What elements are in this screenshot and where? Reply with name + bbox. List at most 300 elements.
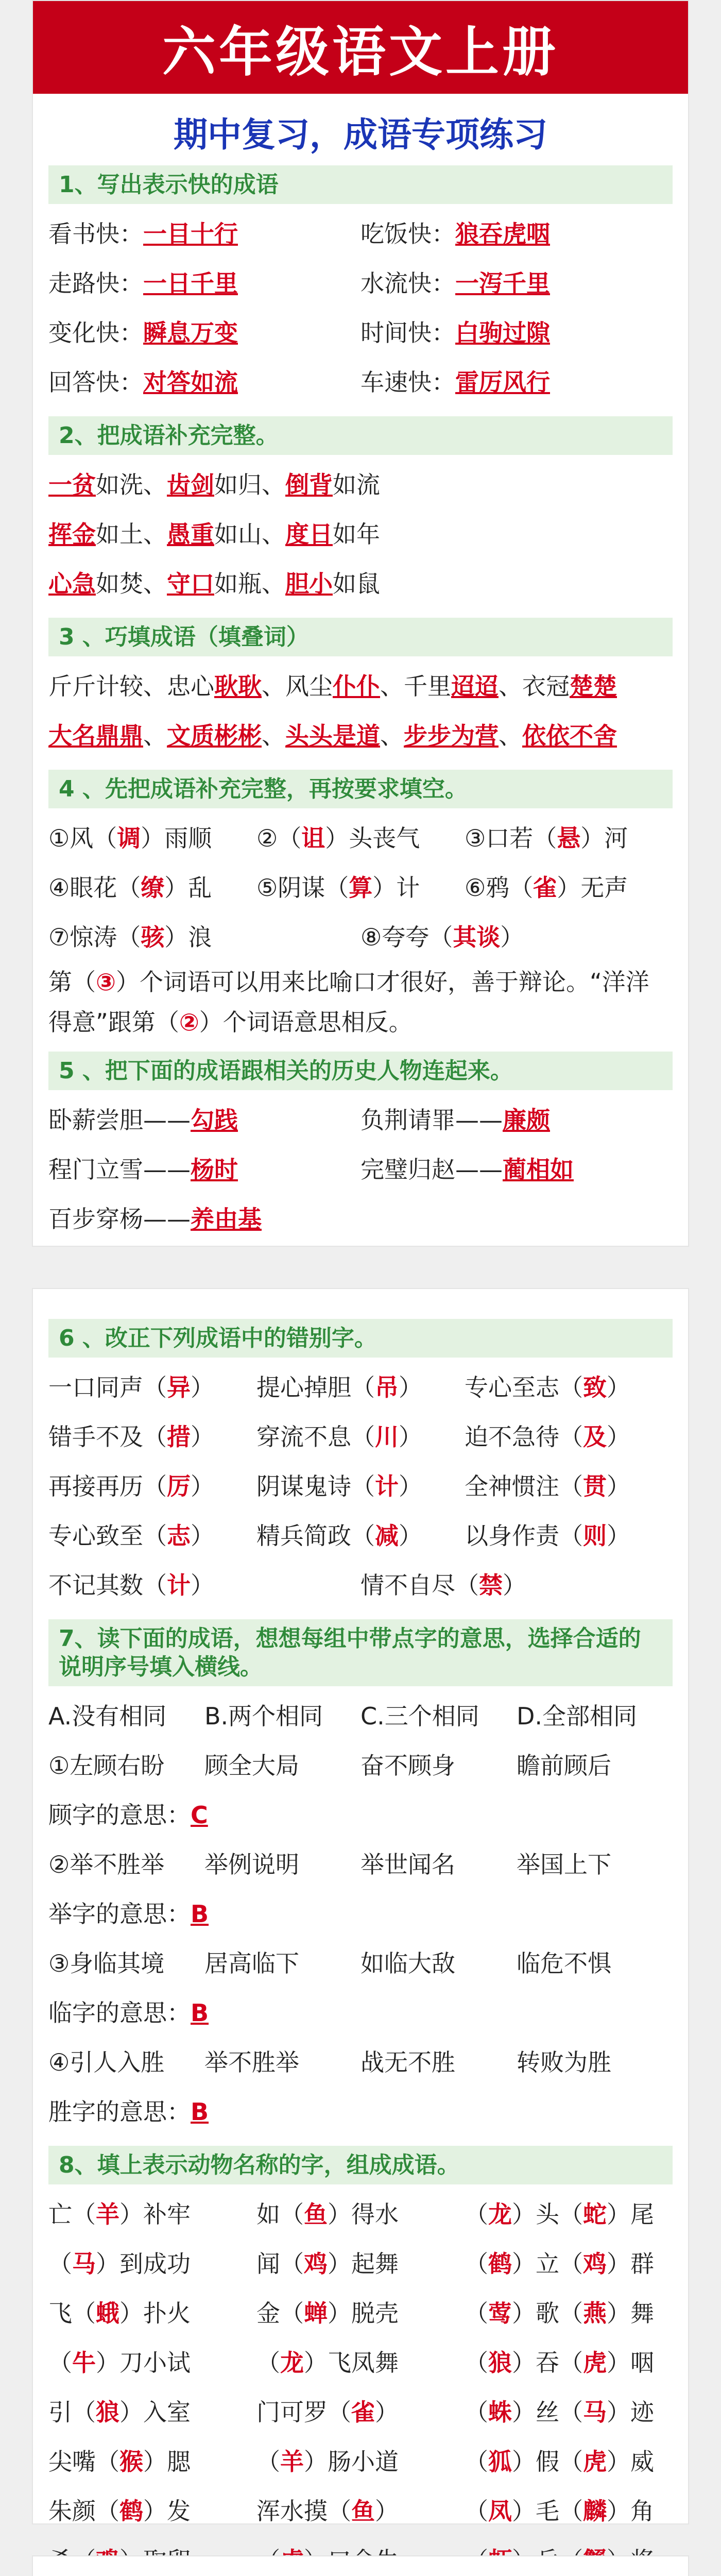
s6-row (48, 1511, 673, 1561)
s8-part: 引（ (48, 2398, 96, 2426)
s4-part: ③口若（ (465, 824, 557, 852)
s6-idiom: 错手不及（ (48, 1423, 167, 1451)
s6-item (465, 1363, 673, 1412)
s8-part: 蛇 (583, 2200, 607, 2228)
s7-word (360, 1939, 517, 1988)
s8-part: 蛾 (96, 2299, 119, 2327)
s8-part: ）立（ (512, 2250, 583, 2278)
s2-text: 如流 (333, 471, 380, 499)
s8-part: （ (465, 2200, 488, 2228)
s7-word-text: ②举不胜举 (48, 1851, 165, 1878)
s6-item (48, 1363, 256, 1412)
s1-prompt: 变化快： (48, 319, 143, 347)
s8-part: 鸡 (304, 2250, 328, 2278)
s1-item (48, 358, 360, 407)
section-2-heading: 2、把成语补充完整。 (48, 416, 673, 455)
s6-close: ） (399, 1423, 422, 1451)
s8-item (48, 2190, 256, 2239)
s2-answer: 守口 (167, 570, 214, 598)
s7-word-text: 临危不惧 (517, 1950, 611, 1977)
s8-part: ）角 (607, 2497, 654, 2525)
s5-item (360, 1095, 673, 1145)
s7-option (517, 1691, 673, 1741)
s1-item (360, 308, 673, 358)
s4-row (48, 912, 673, 962)
s7-group-words (48, 1840, 673, 1889)
s6-close: ） (399, 1522, 422, 1550)
s6-row (48, 1561, 673, 1610)
s8-row (48, 2486, 673, 2536)
s5-idiom: 负荆请罪—— (360, 1106, 503, 1134)
s6-idiom: 情不自尽（ (360, 1571, 479, 1599)
s6-answer: 志 (167, 1522, 191, 1550)
s8-item (256, 2338, 465, 2387)
s4-note-text: 第（ (48, 968, 96, 996)
s4-part: ）浪 (164, 923, 212, 951)
s6-close: ） (607, 1522, 630, 1550)
s8-part: 雀 (351, 2398, 375, 2426)
s4-part: ⑤阴谋（ (256, 874, 349, 902)
s8-row (48, 2437, 673, 2486)
s6-idiom: 以身作责（ (465, 1522, 583, 1550)
s3-part: 迢迢 (451, 672, 499, 700)
card-2 (32, 1288, 689, 2524)
s7-word-text: 举不胜举 (204, 2048, 299, 2076)
s5-item (48, 1194, 673, 1244)
s4-item (48, 912, 360, 962)
s4-part: ） (500, 923, 524, 951)
s2-row (48, 510, 673, 559)
s3-part: 大名鼎鼎 (48, 722, 143, 750)
s8-part: ） (375, 2398, 399, 2426)
s8-part: ）迹 (607, 2398, 654, 2426)
s7-word-text: 奋不顾身 (360, 1752, 455, 1780)
s8-item (465, 2338, 673, 2387)
s8-part: 狼 (488, 2349, 512, 2377)
s2-answer: 、 (143, 520, 167, 548)
s7-word-text: 举世闻名 (360, 1851, 455, 1878)
s7-word (204, 1840, 360, 1889)
s6-answer: 措 (167, 1423, 191, 1451)
s5-idiom: 程门立雪—— (48, 1156, 191, 1183)
s6-item (48, 1561, 360, 1610)
s8-part: ）飞凤舞 (304, 2349, 399, 2377)
s8-part: 虎 (583, 2349, 607, 2377)
s8-item (465, 2289, 673, 2338)
s8-part: 鹤 (488, 2250, 512, 2278)
s5-row (48, 1145, 673, 1194)
s1-prompt: 吃饭快： (360, 220, 455, 248)
s6-idiom: 提心掉胆（ (256, 1374, 375, 1401)
s4-part: ④眼花（ (48, 874, 141, 902)
s5-person: 勾践 (191, 1106, 238, 1134)
s7-word-text: 顾全大局 (204, 1752, 299, 1780)
s8-part: ）补牢 (119, 2200, 191, 2228)
s5-row (48, 1095, 673, 1145)
s2-text: 如鼠 (333, 570, 380, 598)
s8-part: 鱼 (351, 2497, 375, 2525)
section-7-heading: 7、读下面的成语，想想每组中带点字的意思，选择合适的说明序号填入横线。 (48, 1619, 673, 1686)
s4-part: ⑧夸夸（ (360, 923, 453, 951)
s1-row (48, 259, 673, 308)
s7-word (204, 1939, 360, 1988)
s6-item (256, 1412, 465, 1462)
s5-person: 廉颇 (503, 1106, 550, 1134)
s6-row (48, 1363, 673, 1412)
s5-person: 杨时 (191, 1156, 238, 1183)
s6-item (465, 1412, 673, 1462)
s1-answer: 一泻千里 (455, 269, 550, 297)
s7-group-answer (48, 1790, 673, 1840)
s2-text: 如归 (214, 471, 262, 499)
s6-item (256, 1511, 465, 1561)
s6-close: ） (191, 1423, 214, 1451)
s8-part: （ (256, 2448, 280, 2476)
s2-answer: 胆小 (285, 570, 333, 598)
s4-part: 其谈 (453, 923, 501, 951)
s1-answer: 对答如流 (143, 368, 238, 396)
s4-part: ）无声 (557, 874, 628, 902)
s4-part: ②（ (256, 824, 302, 852)
s5-idiom: 卧薪尝胆—— (48, 1106, 191, 1134)
s1-row (48, 209, 673, 259)
s2-text: 如年 (333, 520, 380, 548)
s1-item (360, 259, 673, 308)
s3-row (48, 662, 673, 711)
s7-group-words (48, 1939, 673, 1988)
s1-prompt: 看书快： (48, 220, 143, 248)
s8-part: （ (465, 2448, 488, 2476)
s8-part: ）吞（ (512, 2349, 583, 2377)
s8-part: 龙 (280, 2349, 304, 2377)
s8-part: ）到成功 (96, 2250, 191, 2278)
s1-prompt: 时间快： (360, 319, 455, 347)
s4-row (48, 814, 673, 863)
s3-part: 仆仆 (333, 672, 380, 700)
s8-part: 麟 (583, 2497, 607, 2525)
s8-part: 尖嘴（ (48, 2448, 119, 2476)
s6-answer: 计 (375, 1472, 399, 1500)
s5-item (360, 1145, 673, 1194)
s2-text: 如洗 (96, 471, 143, 499)
s6-close: ） (399, 1374, 422, 1401)
s8-row (48, 2289, 673, 2338)
s4-part: ）河 (580, 824, 628, 852)
s1-item (48, 209, 360, 259)
s6-answer: 则 (583, 1522, 607, 1550)
s8-part: ）舞 (607, 2299, 654, 2327)
s4-item (48, 814, 256, 863)
s1-answer: 白驹过隙 (455, 319, 550, 347)
s7-option (360, 1691, 517, 1741)
s8-item (256, 2190, 465, 2239)
s3-part: 耿耿 (214, 672, 262, 700)
s6-answer: 禁 (479, 1571, 503, 1599)
s4-part: 诅 (301, 824, 325, 852)
card-1 (32, 0, 689, 1247)
s7-word (48, 1939, 204, 1988)
s8-part: 亡（ (48, 2200, 96, 2228)
s6-close: ） (191, 1472, 214, 1500)
s8-part: （ (465, 2497, 488, 2525)
s8-part: （ (465, 2349, 488, 2377)
page-title: 六年级语文上册 (33, 1, 688, 94)
s3-part: 步步为营 (404, 722, 499, 750)
s2-answer: 、 (262, 471, 285, 499)
section-1-heading: 1、写出表示快的成语 (48, 165, 673, 204)
s8-part: ）尾 (607, 2200, 654, 2228)
s8-item (48, 2338, 256, 2387)
s6-answer: 致 (583, 1374, 607, 1401)
s6-row (48, 1412, 673, 1462)
s8-part: ）咽 (607, 2349, 654, 2377)
s7-word (204, 2038, 360, 2087)
s2-text: 如瓶 (214, 570, 262, 598)
s8-part: 鸡 (583, 2250, 607, 2278)
s7-answer: C (191, 1801, 208, 1829)
s6-item (48, 1511, 256, 1561)
s4-item (360, 912, 673, 962)
s4-note-text: ）个词语可以用来比喻口才很好，善于辩论。“洋洋得意”跟第（ (48, 968, 649, 1036)
s7-label: 临字的意思： (48, 1999, 191, 2027)
s4-part: ）头丧气 (325, 824, 420, 852)
s7-word (360, 2038, 517, 2087)
s6-close: ） (191, 1522, 214, 1550)
s7-option-text: D.全部相同 (517, 1702, 638, 1730)
s4-part: 雀 (533, 874, 557, 902)
s4-item (48, 863, 256, 912)
s4-part: ）雨顺 (141, 824, 212, 852)
page-subtitle: 期中复习，成语专项练习 (174, 114, 547, 155)
s7-word (204, 1741, 360, 1790)
s7-group-answer (48, 1988, 673, 2038)
s8-row (48, 2338, 673, 2387)
s6-item (256, 1363, 465, 1412)
s2-answer: 度日 (285, 520, 333, 548)
s3-part: 、衣冠 (499, 672, 570, 700)
s8-part: ）刀小试 (96, 2349, 191, 2377)
s6-item (360, 1561, 673, 1610)
s3-part: 文质彬彬 (167, 722, 262, 750)
s1-row (48, 358, 673, 407)
s8-part: 金（ (256, 2299, 304, 2327)
s4-item (465, 814, 673, 863)
s2-answer: 挥金 (48, 520, 96, 548)
s8-part: ）入室 (119, 2398, 191, 2426)
s4-item (256, 814, 465, 863)
s7-word-text: 战无不胜 (360, 2048, 455, 2076)
s6-close: ） (399, 1472, 422, 1500)
s7-options (48, 1691, 673, 1741)
s7-word-text: 转败为胜 (517, 2048, 611, 2076)
s6-answer: 吊 (375, 1374, 399, 1401)
s7-word-text: 举国上下 (517, 1851, 611, 1878)
s2-answer: 、 (143, 471, 167, 499)
s8-part: ） (375, 2497, 399, 2525)
s8-part: 羊 (280, 2448, 304, 2476)
s7-word (517, 1741, 673, 1790)
s7-group-answer (48, 2087, 673, 2137)
s8-part: ）头（ (512, 2200, 583, 2228)
s4-note-answer: ② (179, 1008, 199, 1036)
s2-row (48, 460, 673, 510)
s6-item (48, 1462, 256, 1511)
section-8-heading: 8、填上表示动物名称的字，组成成语。 (48, 2146, 673, 2184)
s1-answer: 一目十行 (143, 220, 238, 248)
s7-group-answer (48, 1889, 673, 1939)
s5-person: 养由基 (191, 1205, 262, 1233)
s2-answer: 、 (262, 570, 285, 598)
s4-part: ）计 (372, 874, 420, 902)
s3-part: 楚楚 (570, 672, 617, 700)
s5-item (48, 1095, 360, 1145)
s6-answer: 减 (375, 1522, 399, 1550)
s7-word (517, 2038, 673, 2087)
s7-group-words (48, 2038, 673, 2087)
s6-idiom: 再接再历（ (48, 1472, 167, 1500)
s1-answer: 雷厉风行 (455, 368, 550, 396)
s8-item (48, 2289, 256, 2338)
s6-answer: 计 (167, 1571, 191, 1599)
s6-close: ） (191, 1374, 214, 1401)
s4-row (48, 863, 673, 912)
s6-close: ） (607, 1472, 630, 1500)
s1-answer: 一日千里 (143, 269, 238, 297)
s1-answer: 狼吞虎咽 (455, 220, 550, 248)
s1-prompt: 回答快： (48, 368, 143, 396)
s2-answer: 、 (262, 520, 285, 548)
s6-idiom: 阴谋鬼诗（ (256, 1472, 375, 1500)
s7-option-text: A.没有相同 (48, 1702, 167, 1730)
s6-close: ） (607, 1374, 630, 1401)
section-4-heading: 4 、先把成语补充完整，再按要求填空。 (48, 770, 673, 808)
s3-part: 、千里 (380, 672, 451, 700)
s7-option-text: B.两个相同 (204, 1702, 323, 1730)
s8-row (48, 2387, 673, 2437)
s8-part: 狼 (96, 2398, 119, 2426)
s1-item (48, 259, 360, 308)
s7-label: 顾字的意思： (48, 1801, 191, 1829)
s6-item (48, 1412, 256, 1462)
s4-part: ⑦惊涛（ (48, 923, 141, 951)
s7-answer: B (191, 1900, 209, 1928)
s8-item (48, 2239, 256, 2289)
s1-prompt: 水流快： (360, 269, 455, 297)
s7-word-text: ①左顾右盼 (48, 1752, 165, 1780)
s6-idiom: 迫不急待（ (465, 1423, 583, 1451)
s7-word-text: 如临大敌 (360, 1950, 455, 1977)
s8-part: ）群 (607, 2250, 654, 2278)
s8-row (48, 2190, 673, 2239)
s4-part: 缭 (141, 874, 165, 902)
s1-row (48, 308, 673, 358)
s7-option-text: C.三个相同 (360, 1702, 479, 1730)
s6-close: ） (503, 1571, 526, 1599)
s8-item (465, 2239, 673, 2289)
s3-part: 、 (499, 722, 522, 750)
s2-answer: 齿剑 (167, 471, 214, 499)
card-3 (32, 2555, 689, 2576)
s8-item (256, 2437, 465, 2486)
s8-part: 莺 (488, 2299, 512, 2327)
s1-item (360, 358, 673, 407)
s8-part: （ (465, 2398, 488, 2426)
s8-row (48, 2239, 673, 2289)
s8-part: （ (48, 2349, 72, 2377)
s4-part: 骇 (141, 923, 165, 951)
section-3-heading: 3 、巧填成语（填叠词） (48, 618, 673, 656)
s6-idiom: 一口同声（ (48, 1374, 167, 1401)
s8-part: ）肠小道 (304, 2448, 399, 2476)
s8-part: 马 (72, 2250, 96, 2278)
s4-part: ）乱 (164, 874, 212, 902)
s7-word-text: ③身临其境 (48, 1950, 165, 1977)
s6-idiom: 专心至志（ (465, 1374, 583, 1401)
s5-item (48, 1145, 360, 1194)
s4-part: 悬 (557, 824, 581, 852)
s4-note-text: ）个词语意思相反。 (199, 1008, 413, 1036)
s8-part: 闻（ (256, 2250, 304, 2278)
s8-item (256, 2486, 465, 2536)
s4-note-answer: ③ (96, 968, 116, 996)
s7-word-text: 瞻前顾后 (517, 1752, 611, 1780)
s4-item (465, 863, 673, 912)
s4-item (256, 863, 465, 912)
s7-word (48, 1741, 204, 1790)
s3-part: 、 (143, 722, 167, 750)
s6-answer: 贯 (583, 1472, 607, 1500)
s7-word (517, 1840, 673, 1889)
s8-part: 朱颜（ (48, 2497, 119, 2525)
s6-answer: 川 (375, 1423, 399, 1451)
s7-answer: B (191, 1999, 209, 2027)
s7-label: 举字的意思： (48, 1900, 191, 1928)
s8-part: 马 (583, 2398, 607, 2426)
s7-word (48, 1840, 204, 1889)
s8-part: 龙 (488, 2200, 512, 2228)
s6-idiom: 穿流不息（ (256, 1423, 375, 1451)
s6-idiom: 不记其数（ (48, 1571, 167, 1599)
s3-row (48, 711, 673, 760)
s8-part: 飞（ (48, 2299, 96, 2327)
s6-close: ） (191, 1571, 214, 1599)
s8-part: ）毛（ (512, 2497, 583, 2525)
s2-answer: 、 (143, 570, 167, 598)
s8-part: 浑水摸（ (256, 2497, 351, 2525)
s7-answer: B (191, 2098, 209, 2126)
s8-part: ）起舞 (328, 2250, 399, 2278)
s8-part: ）威 (607, 2448, 654, 2476)
s8-part: ）脱壳 (328, 2299, 399, 2327)
s7-group-words (48, 1741, 673, 1790)
s8-item (465, 2437, 673, 2486)
s4-part: 调 (117, 824, 141, 852)
section-5-heading: 5 、把下面的成语跟相关的历史人物连起来。 (48, 1052, 673, 1090)
s4-part: 算 (349, 874, 373, 902)
s8-part: ）假（ (512, 2448, 583, 2476)
s6-idiom: 全神惯注（ (465, 1472, 583, 1500)
s1-prompt: 走路快： (48, 269, 143, 297)
s8-part: ）歌（ (512, 2299, 583, 2327)
s7-word-text: 举例说明 (204, 1851, 299, 1878)
s2-answer: 一贫 (48, 471, 96, 499)
s8-part: 凤 (488, 2497, 512, 2525)
s6-item (465, 1511, 673, 1561)
s7-option (48, 1691, 204, 1741)
s8-item (256, 2239, 465, 2289)
s8-item (465, 2190, 673, 2239)
s2-text: 如土 (96, 520, 143, 548)
